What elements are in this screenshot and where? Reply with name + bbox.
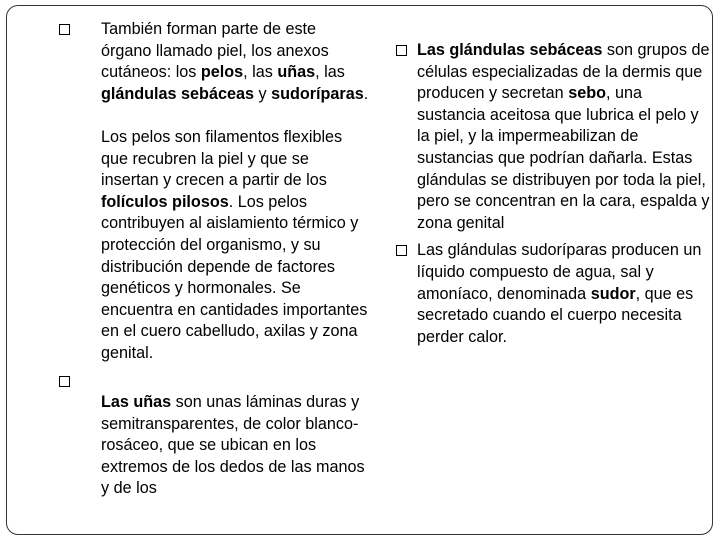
bullet-anexos (80, 19, 370, 105)
bullet-checkbox-icon (59, 24, 70, 35)
right-column (396, 40, 711, 348)
bullet-sebaceas (396, 40, 711, 234)
bullet-sudoriparas (396, 240, 711, 348)
paragraph-sudoriparas: Las glándulas sudoríparas producen un líquido compuesto de agua, sal y amoníaco, denominada sudor, que es secretado cuando el cuerpo necesita perder calor. (417, 241, 702, 346)
paragraph-sebaceas: Las glándulas sebáceas son grupos de células especializadas de la dermis que producen y secretan sebo, una sustancia aceitosa que lubrica el pelo y la piel, y la impermeabilizan de sustancias que podrían dañarla. Estas glándulas se distribuyen por toda la piel, pero se concentran en la cara, espalda y zona genital (417, 41, 710, 232)
bullet-unas (80, 371, 370, 501)
paragraph-unas: Las uñas son unas láminas duras y semitransparentes, de color blanco-rosáceo, que se ubican en los extremos de los dedos de las manos y de los (101, 393, 365, 498)
bullet-checkbox-icon (396, 45, 407, 56)
paragraph-pelos-block (80, 127, 370, 365)
left-column (80, 19, 370, 500)
bullet-checkbox-icon (59, 376, 70, 387)
bullet-checkbox-icon (396, 245, 407, 256)
paragraph-pelos: Los pelos son filamentos flexibles que recubren la piel y que se insertan y crecen a partir de los folículos pilosos. Los pelos contribuyen al aislamiento térmico y protección del organismo, y su distribución depende de factores genéticos y hormonales. Se encuentra en cantidades importantes en el cuero cabelludo, axilas y zona genital. (101, 127, 368, 362)
paragraph-anexos: También forman parte de este órgano llamado piel, los anexos cutáneos: los pelos, las uñas, las glándulas sebáceas y sudoríparas. (101, 20, 369, 103)
